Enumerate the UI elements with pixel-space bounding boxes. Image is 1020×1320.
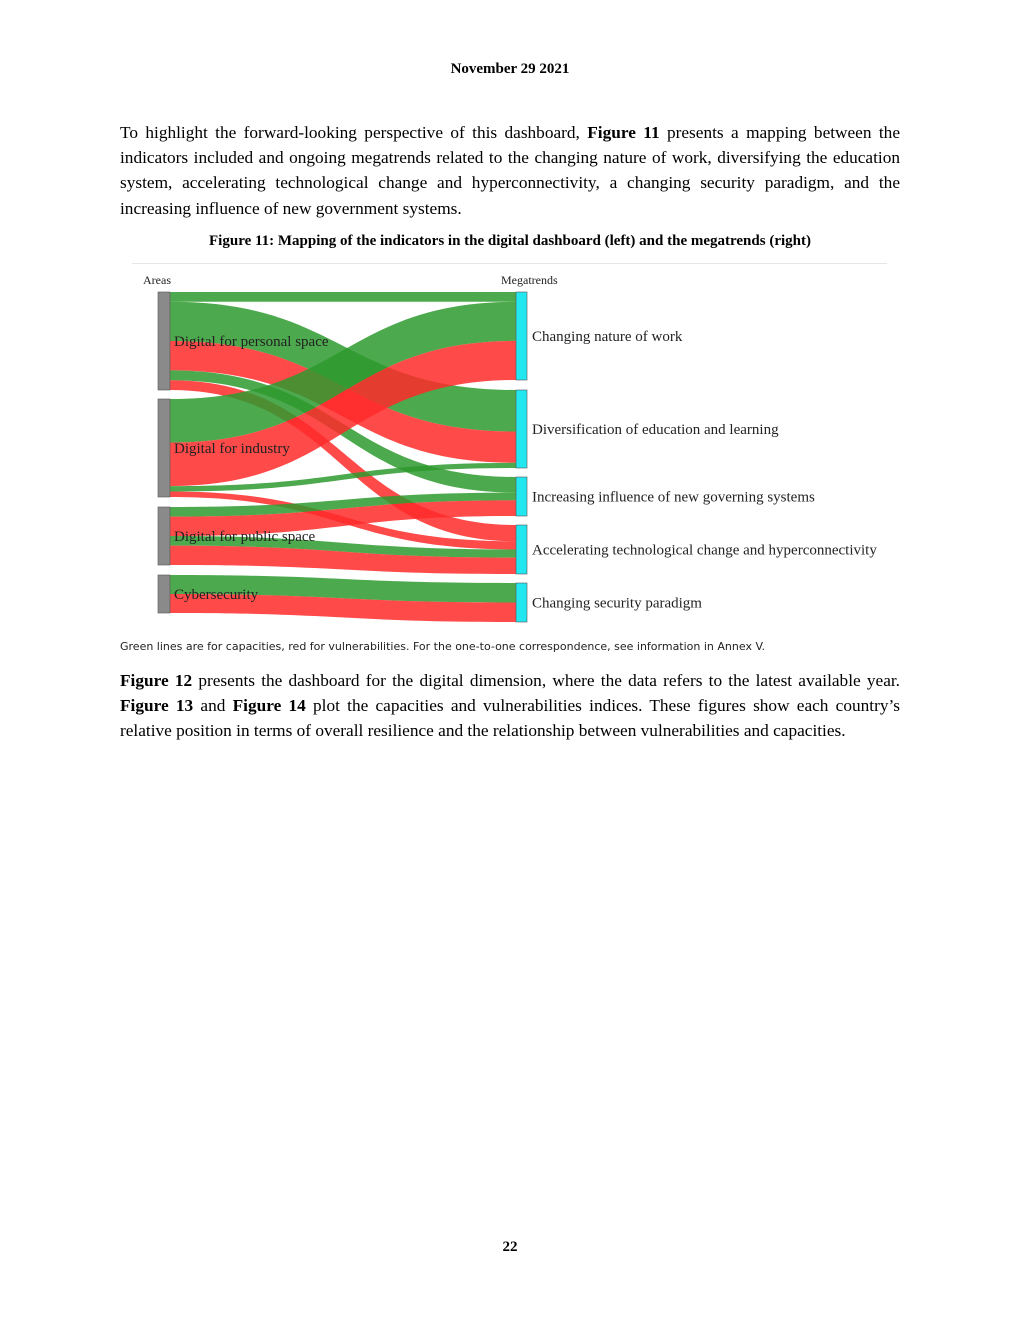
megatrend-node bbox=[516, 525, 527, 574]
area-node bbox=[158, 507, 170, 565]
paragraph-text: plot the capacities and vulnerabilities indices. These figures show each country’s relative position in terms of overall resilience and the relationship between vulnerabilities and capacities. bbox=[120, 696, 900, 741]
figure-reference: Figure 14 bbox=[232, 696, 306, 716]
megatrend-node bbox=[516, 292, 527, 380]
sankey-link-capacity bbox=[170, 292, 516, 302]
area-node bbox=[158, 292, 170, 390]
figure-caption: Figure 11: Mapping of the indicators in the digital dashboard (left) and the megatrends (right) bbox=[209, 233, 811, 249]
megatrend-node bbox=[516, 583, 527, 622]
area-label: Digital for industry bbox=[174, 441, 290, 457]
megatrend-label: Accelerating technological change and hyperconnectivity bbox=[532, 542, 877, 559]
megatrend-node bbox=[516, 477, 527, 516]
intro-paragraph bbox=[120, 120, 900, 221]
megatrends-header: Megatrends bbox=[501, 273, 558, 287]
paragraph-text: and bbox=[193, 696, 233, 716]
figure-divider bbox=[132, 263, 887, 264]
megatrend-label: Changing nature of work bbox=[532, 329, 683, 345]
figure-reference: Figure 13 bbox=[120, 696, 194, 716]
paragraph-text: presents a mapping between the indicators included and ongoing megatrends related to the changing nature of work, diversifying the education system, accelerating technological change and hyperconnectivity, a changing security paradigm, and the increasing influence of new government systems. bbox=[120, 123, 900, 218]
megatrend-label: Diversification of education and learning bbox=[532, 422, 779, 438]
megatrend-label: Increasing influence of new governing systems bbox=[532, 489, 815, 506]
megatrend-label: Changing security paradigm bbox=[532, 595, 702, 612]
areas-header: Areas bbox=[143, 273, 171, 287]
figure-reference: Figure 12 bbox=[120, 671, 193, 690]
area-node bbox=[158, 575, 170, 613]
page-header-date: November 29 2021 bbox=[450, 61, 570, 77]
paragraph-text: presents the dashboard for the digital dimension, where the data refers to the latest available year. bbox=[192, 671, 900, 690]
area-node bbox=[158, 399, 170, 497]
sankey-diagram bbox=[130, 266, 890, 636]
area-label: Cybersecurity bbox=[174, 587, 259, 603]
paragraph-text: To highlight the forward-looking perspective of this dashboard, bbox=[120, 123, 588, 142]
area-label: Digital for public space bbox=[174, 529, 316, 545]
discussion-paragraph bbox=[120, 668, 900, 744]
megatrend-node bbox=[516, 390, 527, 468]
figure-note: Green lines are for capacities, red for vulnerabilities. For the one-to-one correspondence, see information in Annex V. bbox=[120, 640, 766, 653]
area-label: Digital for personal space bbox=[174, 334, 329, 350]
page-number: 22 bbox=[502, 1239, 518, 1255]
figure-reference: Figure 11 bbox=[587, 123, 660, 142]
